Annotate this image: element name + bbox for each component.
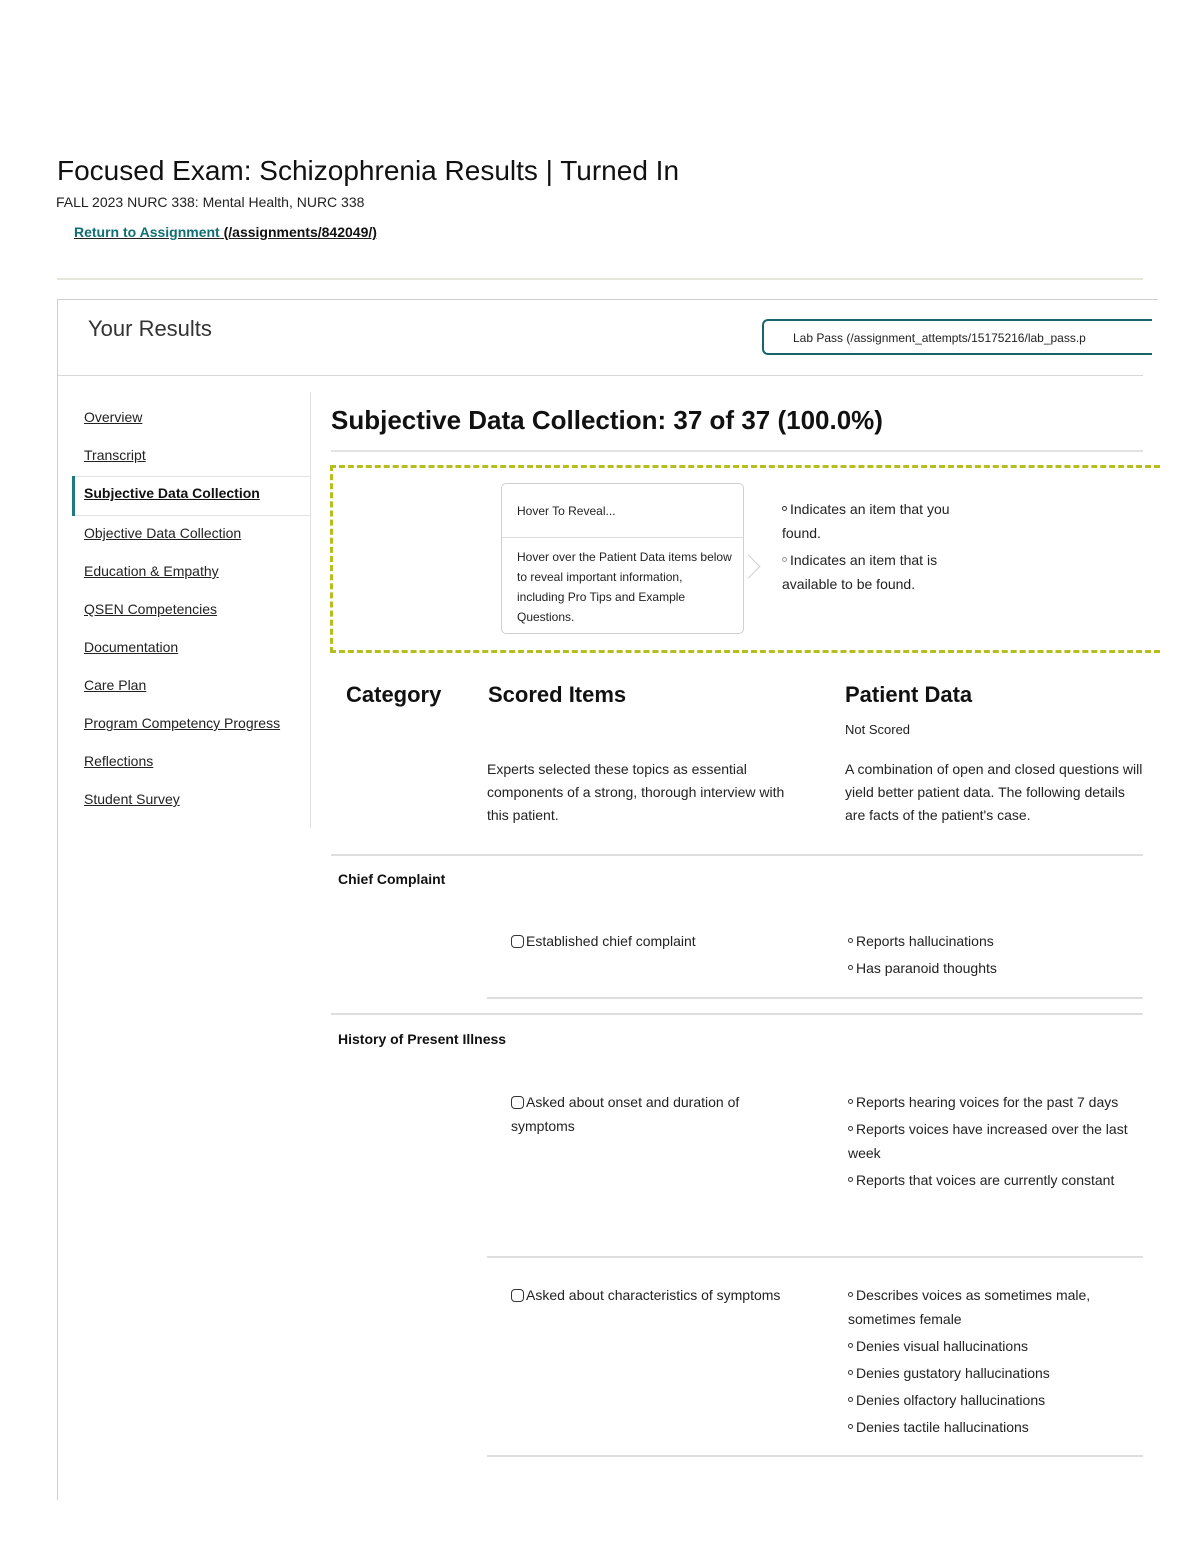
section-divider xyxy=(331,1013,1143,1015)
patient-data-item[interactable] xyxy=(848,1334,1143,1358)
patient-data-item[interactable] xyxy=(848,1283,1143,1331)
scored-item-label: Established chief complaint xyxy=(526,933,696,949)
lab-pass-button[interactable]: Lab Pass (/assignment_attempts/15175216/lab_pass.p xyxy=(762,319,1152,355)
item-divider xyxy=(487,997,1143,999)
patient-data-text: Has paranoid thoughts xyxy=(856,960,997,976)
header-divider xyxy=(57,278,1143,280)
legend-found-text: Indicates an item that you found. xyxy=(782,501,950,541)
return-link-path: (/assignments/842049/) xyxy=(219,224,377,240)
patient-data-list xyxy=(848,1283,1143,1442)
item-divider xyxy=(487,1256,1143,1258)
page-title: Focused Exam: Schizophrenia Results | Turned In xyxy=(57,155,680,186)
nav-item-education-empathy[interactable]: Education & Empathy xyxy=(84,563,219,579)
found-dot-icon xyxy=(848,965,853,970)
patient-data-list xyxy=(848,1090,1143,1195)
found-dot-icon xyxy=(782,506,787,511)
patient-data-item[interactable] xyxy=(848,1415,1143,1439)
tip-card-header: Hover To Reveal... xyxy=(517,504,616,518)
checkbox-icon xyxy=(511,1096,524,1109)
nav-item-student-survey[interactable]: Student Survey xyxy=(84,791,180,807)
category-history-of-present-illness: History of Present Illness xyxy=(338,1031,507,1047)
return-link-label: Return to Assignment xyxy=(74,224,220,240)
patient-data-description: A combination of open and closed questions will yield better patient data. The following details are facts of the patient's case. xyxy=(845,761,1143,823)
item-divider xyxy=(487,1455,1143,1457)
patient-data-item[interactable] xyxy=(848,1090,1143,1114)
found-dot-icon xyxy=(848,1099,853,1104)
patient-data-text: Reports hearing voices for the past 7 days xyxy=(856,1094,1119,1110)
scored-item xyxy=(511,1090,801,1138)
return-to-assignment-link[interactable] xyxy=(74,224,377,240)
column-header-scored-items: Scored Items xyxy=(488,682,627,707)
column-header-patient-data: Patient Data xyxy=(845,682,973,707)
found-dot-icon xyxy=(848,1370,853,1375)
legend-available xyxy=(782,548,962,596)
scored-item xyxy=(511,1283,801,1307)
not-scored-note: Not Scored xyxy=(845,722,911,737)
patient-data-text: Describes voices as sometimes male, sometimes female xyxy=(848,1287,1091,1327)
scored-item-label: Asked about onset and duration of symptoms xyxy=(511,1094,740,1134)
patient-data-text: Reports that voices are currently constant xyxy=(856,1172,1115,1188)
found-dot-icon xyxy=(848,1424,853,1429)
nav-item-transcript[interactable]: Transcript xyxy=(84,447,146,463)
patient-data-text: Reports voices have increased over the last week xyxy=(848,1121,1128,1161)
found-dot-icon xyxy=(848,1126,853,1131)
nav-item-subjective-data-collection[interactable]: Subjective Data Collection xyxy=(84,485,260,501)
checkbox-icon xyxy=(511,1289,524,1302)
column-header-category: Category xyxy=(346,682,442,707)
scored-item-label: Asked about characteristics of symptoms xyxy=(526,1287,781,1303)
patient-data-list xyxy=(848,929,1143,983)
available-dot-icon xyxy=(782,557,787,562)
section-title-divider xyxy=(331,450,1143,452)
nav-item-objective-data-collection[interactable]: Objective Data Collection xyxy=(84,525,242,541)
patient-data-item[interactable] xyxy=(848,956,1143,980)
your-results-heading: Your Results xyxy=(88,316,212,341)
scored-item xyxy=(511,929,801,953)
tip-card-divider xyxy=(502,537,743,538)
patient-data-text: Denies tactile hallucinations xyxy=(856,1419,1029,1435)
table-header-divider xyxy=(331,854,1143,856)
found-dot-icon xyxy=(848,1343,853,1348)
patient-data-text: Denies visual hallucinations xyxy=(856,1338,1028,1354)
legend-found xyxy=(782,497,962,545)
scored-items-description: Experts selected these topics as essential components of a strong, thorough interview with this patient. xyxy=(487,761,785,823)
patient-data-item[interactable] xyxy=(848,1388,1143,1412)
patient-data-text: Denies olfactory hallucinations xyxy=(856,1392,1046,1408)
nav-item-documentation[interactable]: Documentation xyxy=(84,639,179,655)
course-subtitle: FALL 2023 NURC 338: Mental Health, NURC 338 xyxy=(56,194,365,210)
category-chief-complaint: Chief Complaint xyxy=(338,871,446,887)
checkbox-icon xyxy=(511,935,524,948)
hover-tip-card xyxy=(501,483,744,634)
found-dot-icon xyxy=(848,938,853,943)
legend-available-text: Indicates an item that is available to be found. xyxy=(782,552,938,592)
nav-item-reflections[interactable]: Reflections xyxy=(84,753,154,769)
found-dot-icon xyxy=(848,1292,853,1297)
nav-item-care-plan[interactable]: Care Plan xyxy=(84,677,147,693)
patient-data-item[interactable] xyxy=(848,1361,1143,1385)
nav-item-qsen-competencies[interactable]: QSEN Competencies xyxy=(84,601,218,617)
sidebar-divider xyxy=(310,392,311,828)
nav-item-program-competency-progress[interactable]: Program Competency Progress xyxy=(84,715,281,731)
patient-data-item[interactable] xyxy=(848,1168,1143,1192)
found-dot-icon xyxy=(848,1177,853,1182)
found-dot-icon xyxy=(848,1397,853,1402)
patient-data-text: Reports hallucinations xyxy=(856,933,994,949)
nav-item-overview[interactable]: Overview xyxy=(84,409,143,425)
tip-card-body: Hover over the Patient Data items below to reveal important information, including Pro Tips and Example Questions. xyxy=(517,550,732,624)
patient-data-text: Denies gustatory hallucinations xyxy=(856,1365,1050,1381)
patient-data-item[interactable] xyxy=(848,1117,1143,1165)
patient-data-item[interactable] xyxy=(848,929,1143,953)
section-title: Subjective Data Collection: 37 of 37 (100.0%) xyxy=(331,405,883,435)
